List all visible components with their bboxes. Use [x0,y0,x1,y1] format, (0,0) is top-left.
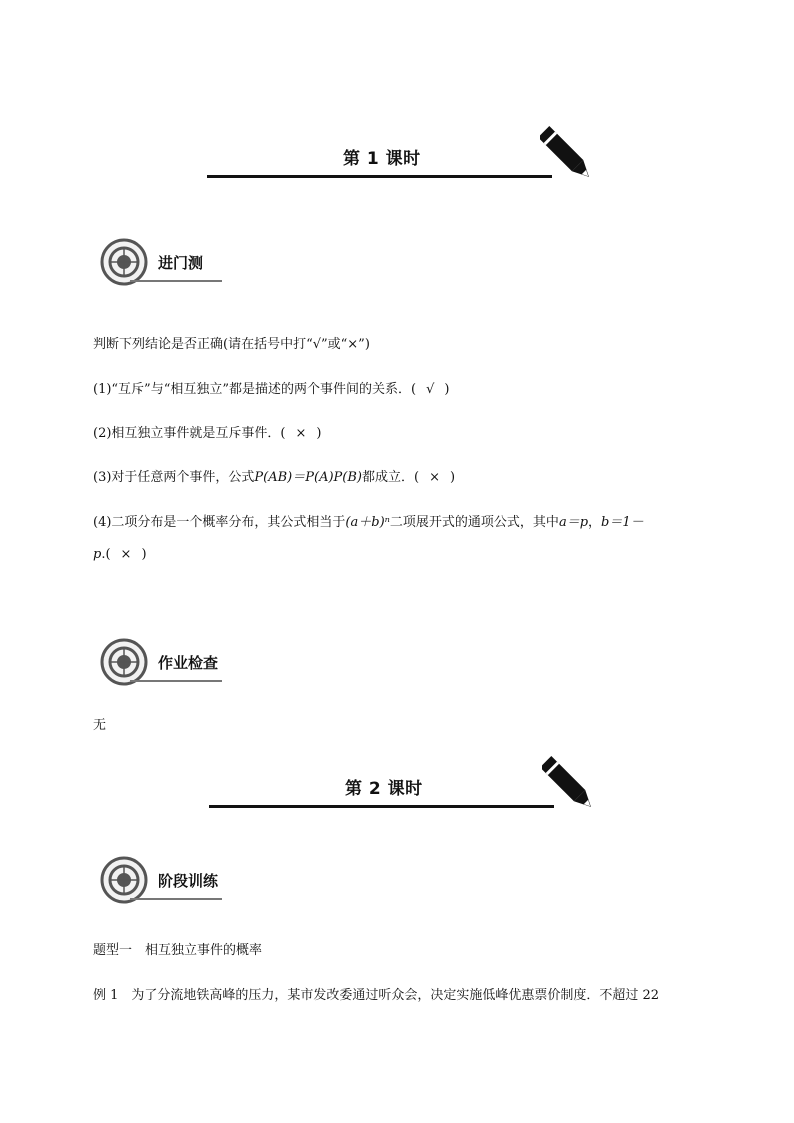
item-text-mid: 二项展开式的通项公式，其中 [389,515,559,530]
item-text: (4)二项分布是一个概率分布，其公式相当于 [93,515,346,530]
question-item-4-line-1 [93,512,644,534]
section-badge-intro [100,238,230,286]
item-formula: (a＋b)ⁿ [345,515,390,530]
question-item-3 [93,467,455,489]
question-item-2 [93,423,321,445]
item-text: (1)“互斥”与“相互独立”都是描述的两个事件间的关系．( [93,382,417,397]
section-badge-homework [100,638,230,686]
section-badge-training [100,856,230,904]
target-icon [100,856,148,904]
question-item-1 [93,379,449,401]
lesson-2-title: 第 2 课时 [345,779,423,799]
lesson-1-rule [207,175,552,178]
section-label: 阶段训练 [158,872,219,890]
item-formula: P(AB)＝P(A)P(B) [254,470,362,485]
lesson-1-title: 第 1 课时 [343,149,421,169]
section-label: 作业检查 [158,654,219,672]
item-answer: √ [426,382,435,397]
item-close: ) [316,426,322,441]
item-formula: a＝p [558,515,589,530]
target-icon [100,638,148,686]
item-formula: b＝1－ [601,515,644,530]
item-close: ) [444,382,450,397]
item-close: ) [141,547,147,562]
topic-heading: 题型一 相互独立事件的概率 [93,943,263,958]
item-text-post: .( [101,547,111,562]
pencil-icon [540,126,594,184]
item-sep: ， [588,515,602,530]
item-formula: p [93,547,102,562]
homework-content: 无 [93,718,107,733]
item-answer: × [295,426,307,441]
section-underline [130,898,222,900]
question-prompt: 判断下列结论是否正确(请在括号中打“√”或“×”) [93,337,370,352]
section-underline [130,280,222,282]
item-text-post: 都成立．( [361,470,420,485]
example-text: 例 1 为了分流地铁高峰的压力，某市发改委通过听众会，决定实施低峰优惠票价制度．不超过 22 [93,988,660,1003]
item-text: (3)对于任意两个事件，公式 [93,470,255,485]
section-label: 进门测 [158,254,204,272]
item-text: (2)相互独立事件就是互斥事件．( [93,426,286,441]
item-answer: × [120,547,132,562]
item-answer: × [429,470,440,485]
pencil-icon [542,756,596,814]
item-close: ) [449,470,456,485]
target-icon [100,238,148,286]
question-item-4-line-2 [93,544,147,566]
section-underline [130,680,222,682]
lesson-2-rule [209,805,554,808]
